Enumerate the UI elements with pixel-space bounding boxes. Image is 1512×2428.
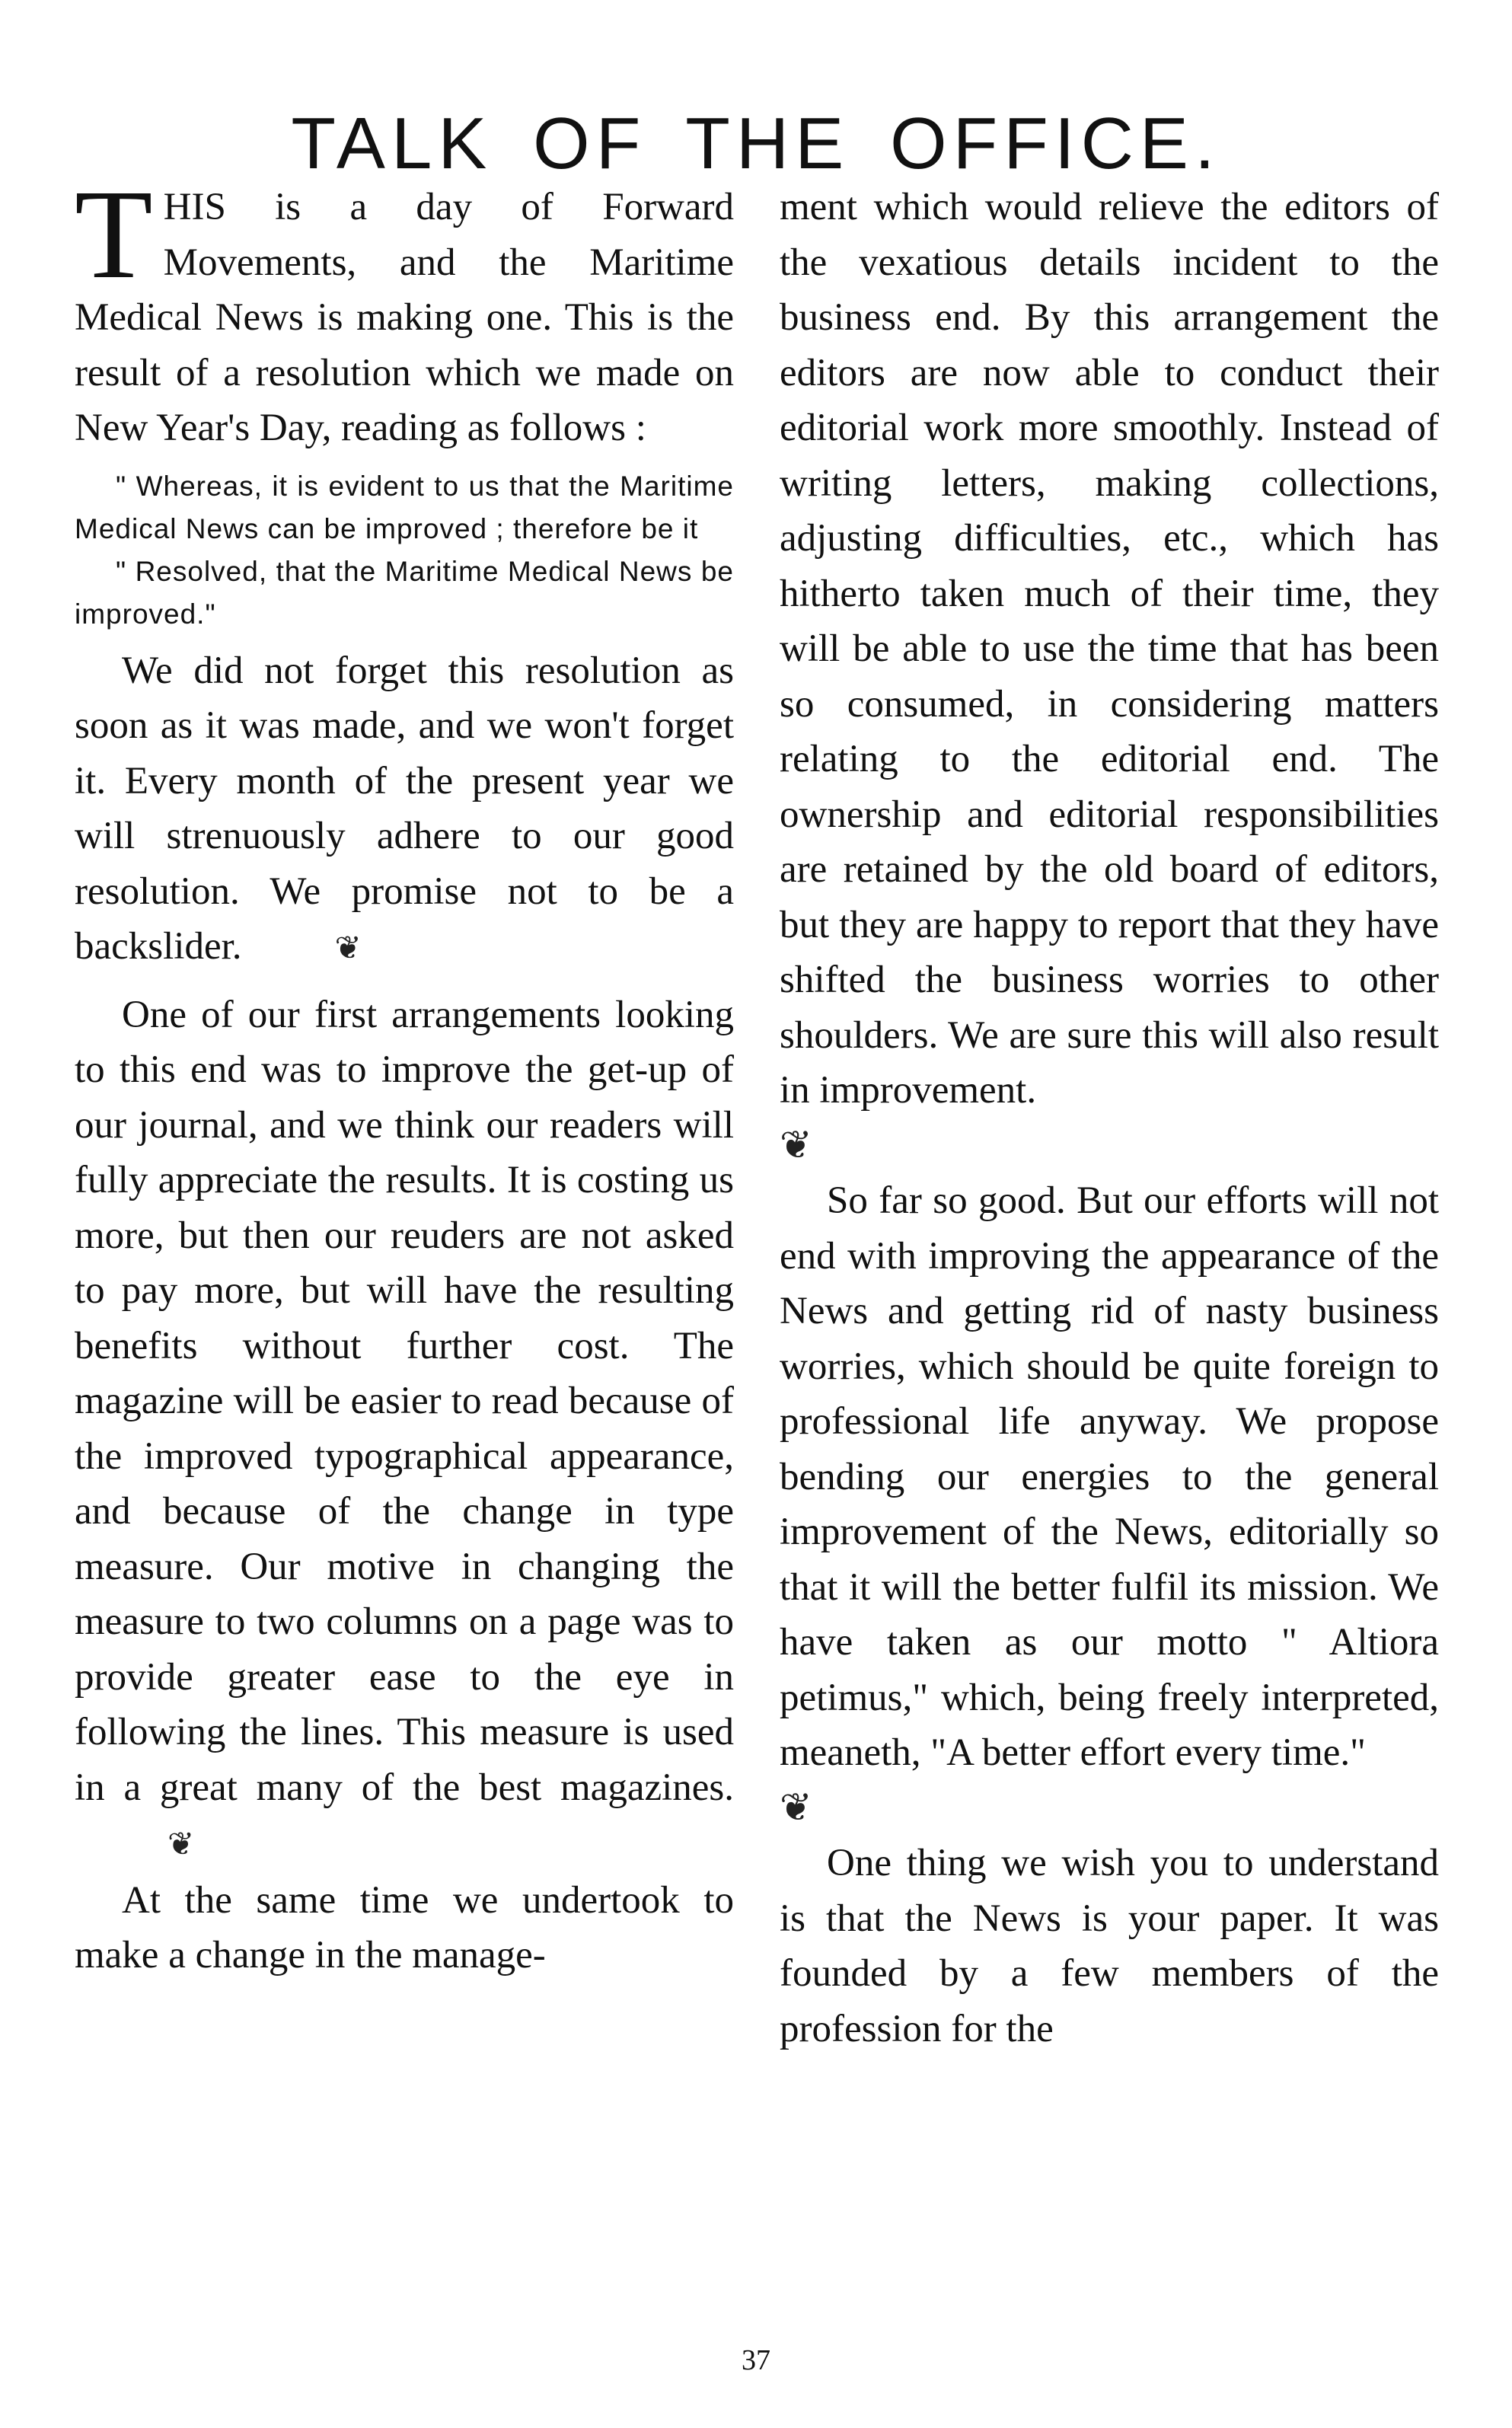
paragraph-so-far-so-good: So far so good. But our efforts will not end with improving the appearance of the News and getting rid of nasty business worries, which should be quite foreign to professional life anyway. We propose bending our energies to the general improvement of the News, editorially so that it will the better fulfil its mission. We have taken as our motto " Altiora petimus," which, being freely interpreted, meaneth, "A better effort every time." bbox=[780, 1179, 1439, 1774]
paragraph-opening bbox=[75, 164, 734, 456]
page-number: 37 bbox=[742, 2344, 770, 2376]
paragraph-management-change: At the same time we undertook to make a change in the manage- bbox=[75, 1878, 734, 1977]
paragraph-continued: ment which would relieve the editors of the vexatious details incident to the business end. By this arrangement the editors are now able to conduct their editorial work more smoothly. Instead of writing letters, making collections, adjusting difficulties, etc., which has hitherto taken much of their time, they will be able to use the time that has been so consumed, in considering matters relating to the editorial end. The ownership and editorial responsibilities are retained by the old board of editors, but they are happy to report that they have shifted the business worries to other shoulders. We are sure this will also result in improvement. bbox=[780, 186, 1439, 1112]
left-column bbox=[75, 164, 734, 1983]
right-column bbox=[780, 180, 1439, 2056]
fleuron-ornament-icon: ❦ bbox=[167, 1827, 195, 1862]
paragraph-arrangements-text: One of our first arrangements looking to this end was to improve the get-up of our journal, and we think our readers will fully appreciate the results. It is costing us more, but then our reuders are not asked to pay more, but will have the resulting benefits without further cost. The magazine will be easier to read because of the improved typographical appearance, and because of the change in type measure. Our motive in changing the measure to two columns on a page was to provide greater ease to the eye in following the lines. This measure is used in a great many of the best magazines. bbox=[75, 993, 734, 1809]
paragraph-resolution-kept bbox=[75, 643, 734, 977]
resolution-quote-resolved: " Resolved, that the Maritime Medical News be improved." bbox=[75, 555, 734, 630]
drop-cap: T bbox=[75, 164, 153, 305]
fleuron-ornament-icon: ❦ bbox=[780, 1786, 812, 1830]
paragraph-your-paper: One thing we wish you to understand is that the News is your paper. It was founded by a few members of the profession for the bbox=[780, 1842, 1439, 2050]
page-title: TALK OF THE OFFICE. bbox=[291, 103, 1221, 185]
fleuron-ornament-icon: ❦ bbox=[780, 1124, 812, 1167]
paragraph-opening-text: HIS is a day of Forward Movements, and the Maritime Medical News is making one. This is the result of a resolution which we made on New Year's Day, reading as follows : bbox=[75, 186, 734, 449]
paragraph-arrangements bbox=[75, 987, 734, 1873]
resolution-quote-whereas: " Whereas, it is evident to us that the Maritime Medical News can be improved ; therefore be it bbox=[75, 470, 734, 544]
paragraph-resolution-kept-text: We did not forget this resolution as soon as it was made, and we won't forget it. Every month of the present year we will strenuously adhere to our good resolution. We promise not to be a backslider. bbox=[75, 649, 734, 968]
fleuron-ornament-icon: ❦ bbox=[334, 931, 362, 966]
